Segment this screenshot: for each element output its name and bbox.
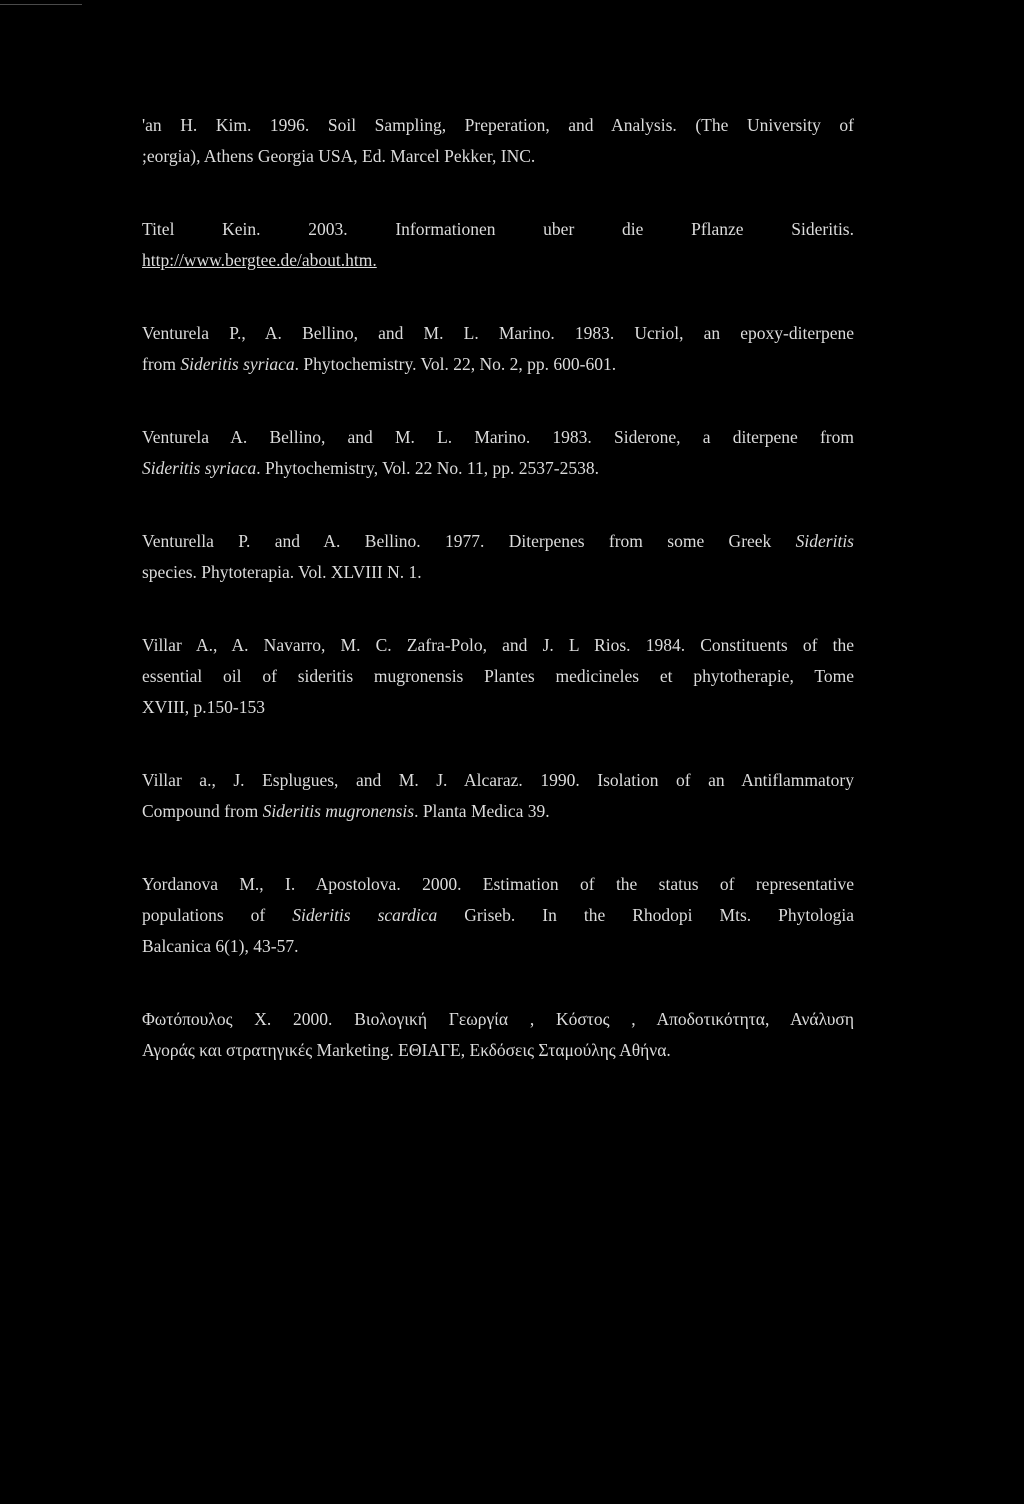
reference-text: Griseb. In the Rhodopi Mts. Phytologia — [437, 905, 854, 925]
reference-text: . Phytochemistry. Vol. 22, No. 2, pp. 600-601. — [294, 354, 617, 374]
reference-entry — [142, 422, 854, 484]
reference-line: Venturela P., A. Bellino, and M. L. Marino. 1983. Ucriol, an epoxy-diterpene — [142, 323, 854, 343]
reference-text: . Planta Medica 39. — [414, 801, 550, 821]
reference-line: ;eorgia), Athens Georgia USA, Ed. Marcel Pekker, INC. — [142, 146, 536, 166]
reference-line: Villar A., A. Navarro, M. C. Zafra-Polo, and J. L Rios. 1984. Constituents of the — [142, 635, 854, 655]
reference-entry — [142, 110, 854, 172]
reference-line — [142, 796, 854, 827]
reference-line — [142, 453, 854, 484]
reference-line: Villar a., J. Esplugues, and M. J. Alcaraz. 1990. Isolation of an Antiflammatory — [142, 770, 854, 790]
reference-line: species. Phytoterapia. Vol. XLVIII N. 1. — [142, 562, 422, 582]
reference-entry — [142, 765, 854, 827]
reference-list — [142, 110, 854, 1108]
reference-line: Φωτόπουλος Χ. 2000. Βιολογική Γεωργία , Κόστος , Αποδοτικότητα, Ανάλυση — [142, 1009, 854, 1029]
reference-entry — [142, 318, 854, 380]
reference-entry — [142, 869, 854, 962]
reference-line — [142, 349, 854, 380]
reference-text: from — [142, 354, 181, 374]
reference-line — [142, 526, 854, 557]
reference-line — [142, 900, 854, 931]
reference-line: XVIII, p.150-153 — [142, 697, 265, 717]
species-name: Sideritis — [795, 531, 854, 551]
reference-text: populations of — [142, 905, 293, 925]
reference-line: Titel Kein. 2003. Informationen uber die Pflanze Sideritis. — [142, 219, 854, 239]
reference-line: essential oil of sideritis mugronensis Plantes medicineles et phytotherapie, Tome — [142, 666, 854, 686]
species-name: Sideritis mugronensis — [262, 801, 415, 821]
species-name: Sideritis syriaca — [180, 354, 295, 374]
reference-entry — [142, 214, 854, 276]
reference-entry — [142, 1004, 854, 1066]
reference-text: . Phytochemistry, Vol. 22 No. 11, pp. 2537-2538. — [256, 458, 599, 478]
reference-line: 'an H. Kim. 1996. Soil Sampling, Preperation, and Analysis. (The University of — [142, 115, 854, 135]
reference-line: Yordanova M., I. Apostolova. 2000. Estimation of the status of representative — [142, 874, 854, 894]
reference-line: Venturela A. Bellino, and M. L. Marino. 1983. Siderone, a diterpene from — [142, 427, 854, 447]
reference-url-link[interactable]: http://www.bergtee.de/about.htm. — [142, 250, 377, 270]
reference-entry — [142, 526, 854, 588]
reference-line: Αγοράς και στρατηγικές Marketing. ΕΘΙΑΓΕ, Εκδόσεις Σταμούλης Αθήνα. — [142, 1040, 671, 1060]
top-rule — [0, 4, 82, 5]
reference-line: Balcanica 6(1), 43-57. — [142, 936, 299, 956]
reference-text: Venturella P. and A. Bellino. 1977. Diterpenes from some Greek — [142, 531, 796, 551]
species-name: Sideritis syriaca — [142, 458, 257, 478]
species-name: Sideritis scardica — [292, 905, 438, 925]
reference-text: Compound from — [142, 801, 263, 821]
reference-entry — [142, 630, 854, 723]
